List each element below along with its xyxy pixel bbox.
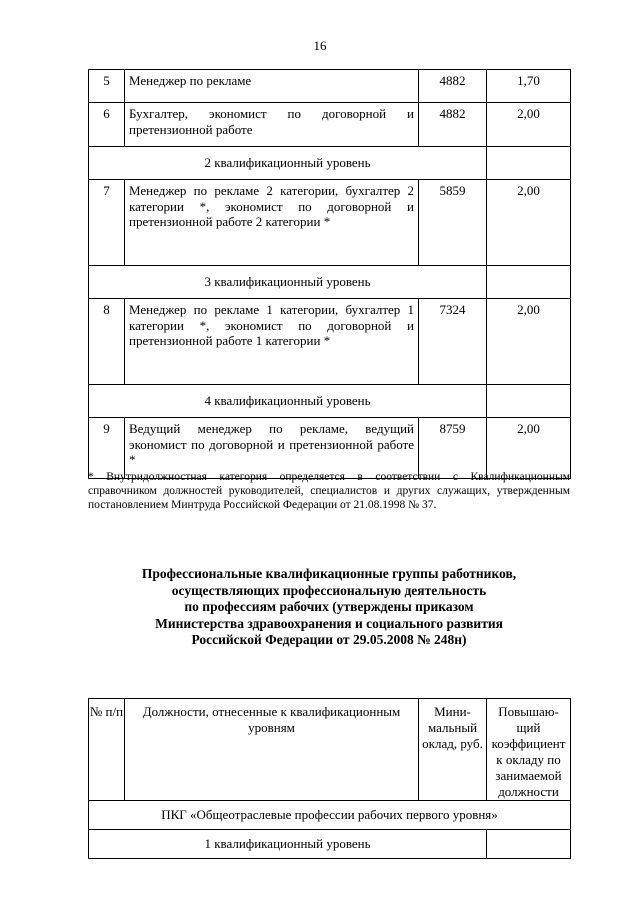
row-number: 9 [89,418,125,479]
position-name: Менеджер по рекламе 1 категории, бухгалтер 1 категории *, экономист по договорной и претензионной работе 1 категории * [125,299,419,385]
heading-line: Министерства здравоохранения и социального развития [155,615,503,631]
heading-line: Профессиональные квалификационные группы работников, [141,566,517,581]
positions-table [88,69,571,479]
group-label: ПКГ «Общеотраслевые профессии рабочих первого уровня» [89,801,571,830]
level-empty-cell [487,830,571,859]
position-name: Бухгалтер, экономист по договорной и претензионной работе [125,103,419,147]
salary-value: 8759 [419,418,487,479]
row-number: 5 [89,70,125,103]
footnote [88,470,570,512]
row-number: 8 [89,299,125,385]
level-row [89,830,571,859]
position-name: Менеджер по рекламе [125,70,419,103]
header-num: № п/п [89,699,125,801]
header-coefficient: Повышаю-щий коэффициент к окладу по занимаемой должности [487,699,571,801]
table-row [89,180,571,266]
table-row [89,70,571,103]
worker-professions-table [88,698,571,859]
table-row [89,103,571,147]
row-number: 6 [89,103,125,147]
header-positions: Должности, отнесенные к квалификационным уровням [125,699,419,801]
footnote-text: * Внутридолжностная категория определяется в соответствии с Квалификационным справочником должностей руководителей, специалистов и других служащих, утвержденным постановлением Минтруда Российской Федерации от 21.08.1998 № 37. [88,471,570,511]
level-row [89,147,571,180]
level-row [89,385,571,418]
level-label: 3 квалификационный уровень [89,266,487,299]
level-label: 4 квалификационный уровень [89,385,487,418]
page-number: 16 [313,38,327,53]
salary-value: 7324 [419,299,487,385]
level-label: 2 квалификационный уровень [89,147,487,180]
level-empty-cell [487,385,571,418]
level-empty-cell [487,266,571,299]
level-empty-cell [487,147,571,180]
coefficient-value: 2,00 [487,180,571,266]
level-label: 1 квалификационный уровень [89,830,487,859]
coefficient-value: 2,00 [487,299,571,385]
heading-line: Российской Федерации от 29.05.2008 № 248н) [191,632,467,647]
coefficient-value: 2,00 [487,418,571,479]
section-heading [88,566,570,649]
salary-value: 5859 [419,180,487,266]
heading-line: осуществляющих профессиональную деятельность [171,582,487,598]
level-row [89,266,571,299]
coefficient-value: 2,00 [487,103,571,147]
table-row [89,299,571,385]
salary-value: 4882 [419,70,487,103]
position-name: Менеджер по рекламе 2 категории, бухгалтер 2 категории *, экономист по договорной и претензионной работе 2 категории * [125,180,419,266]
position-name: Ведущий менеджер по рекламе, ведущий экономист по договорной и претензионной работе * [125,418,419,479]
row-number: 7 [89,180,125,266]
coefficient-value: 1,70 [487,70,571,103]
header-salary: Мини-мальный оклад, руб. [419,699,487,801]
group-row [89,801,571,830]
heading-line: по профессиям рабочих (утверждены приказом [184,599,474,614]
table-header-row [89,699,571,801]
salary-value: 4882 [419,103,487,147]
